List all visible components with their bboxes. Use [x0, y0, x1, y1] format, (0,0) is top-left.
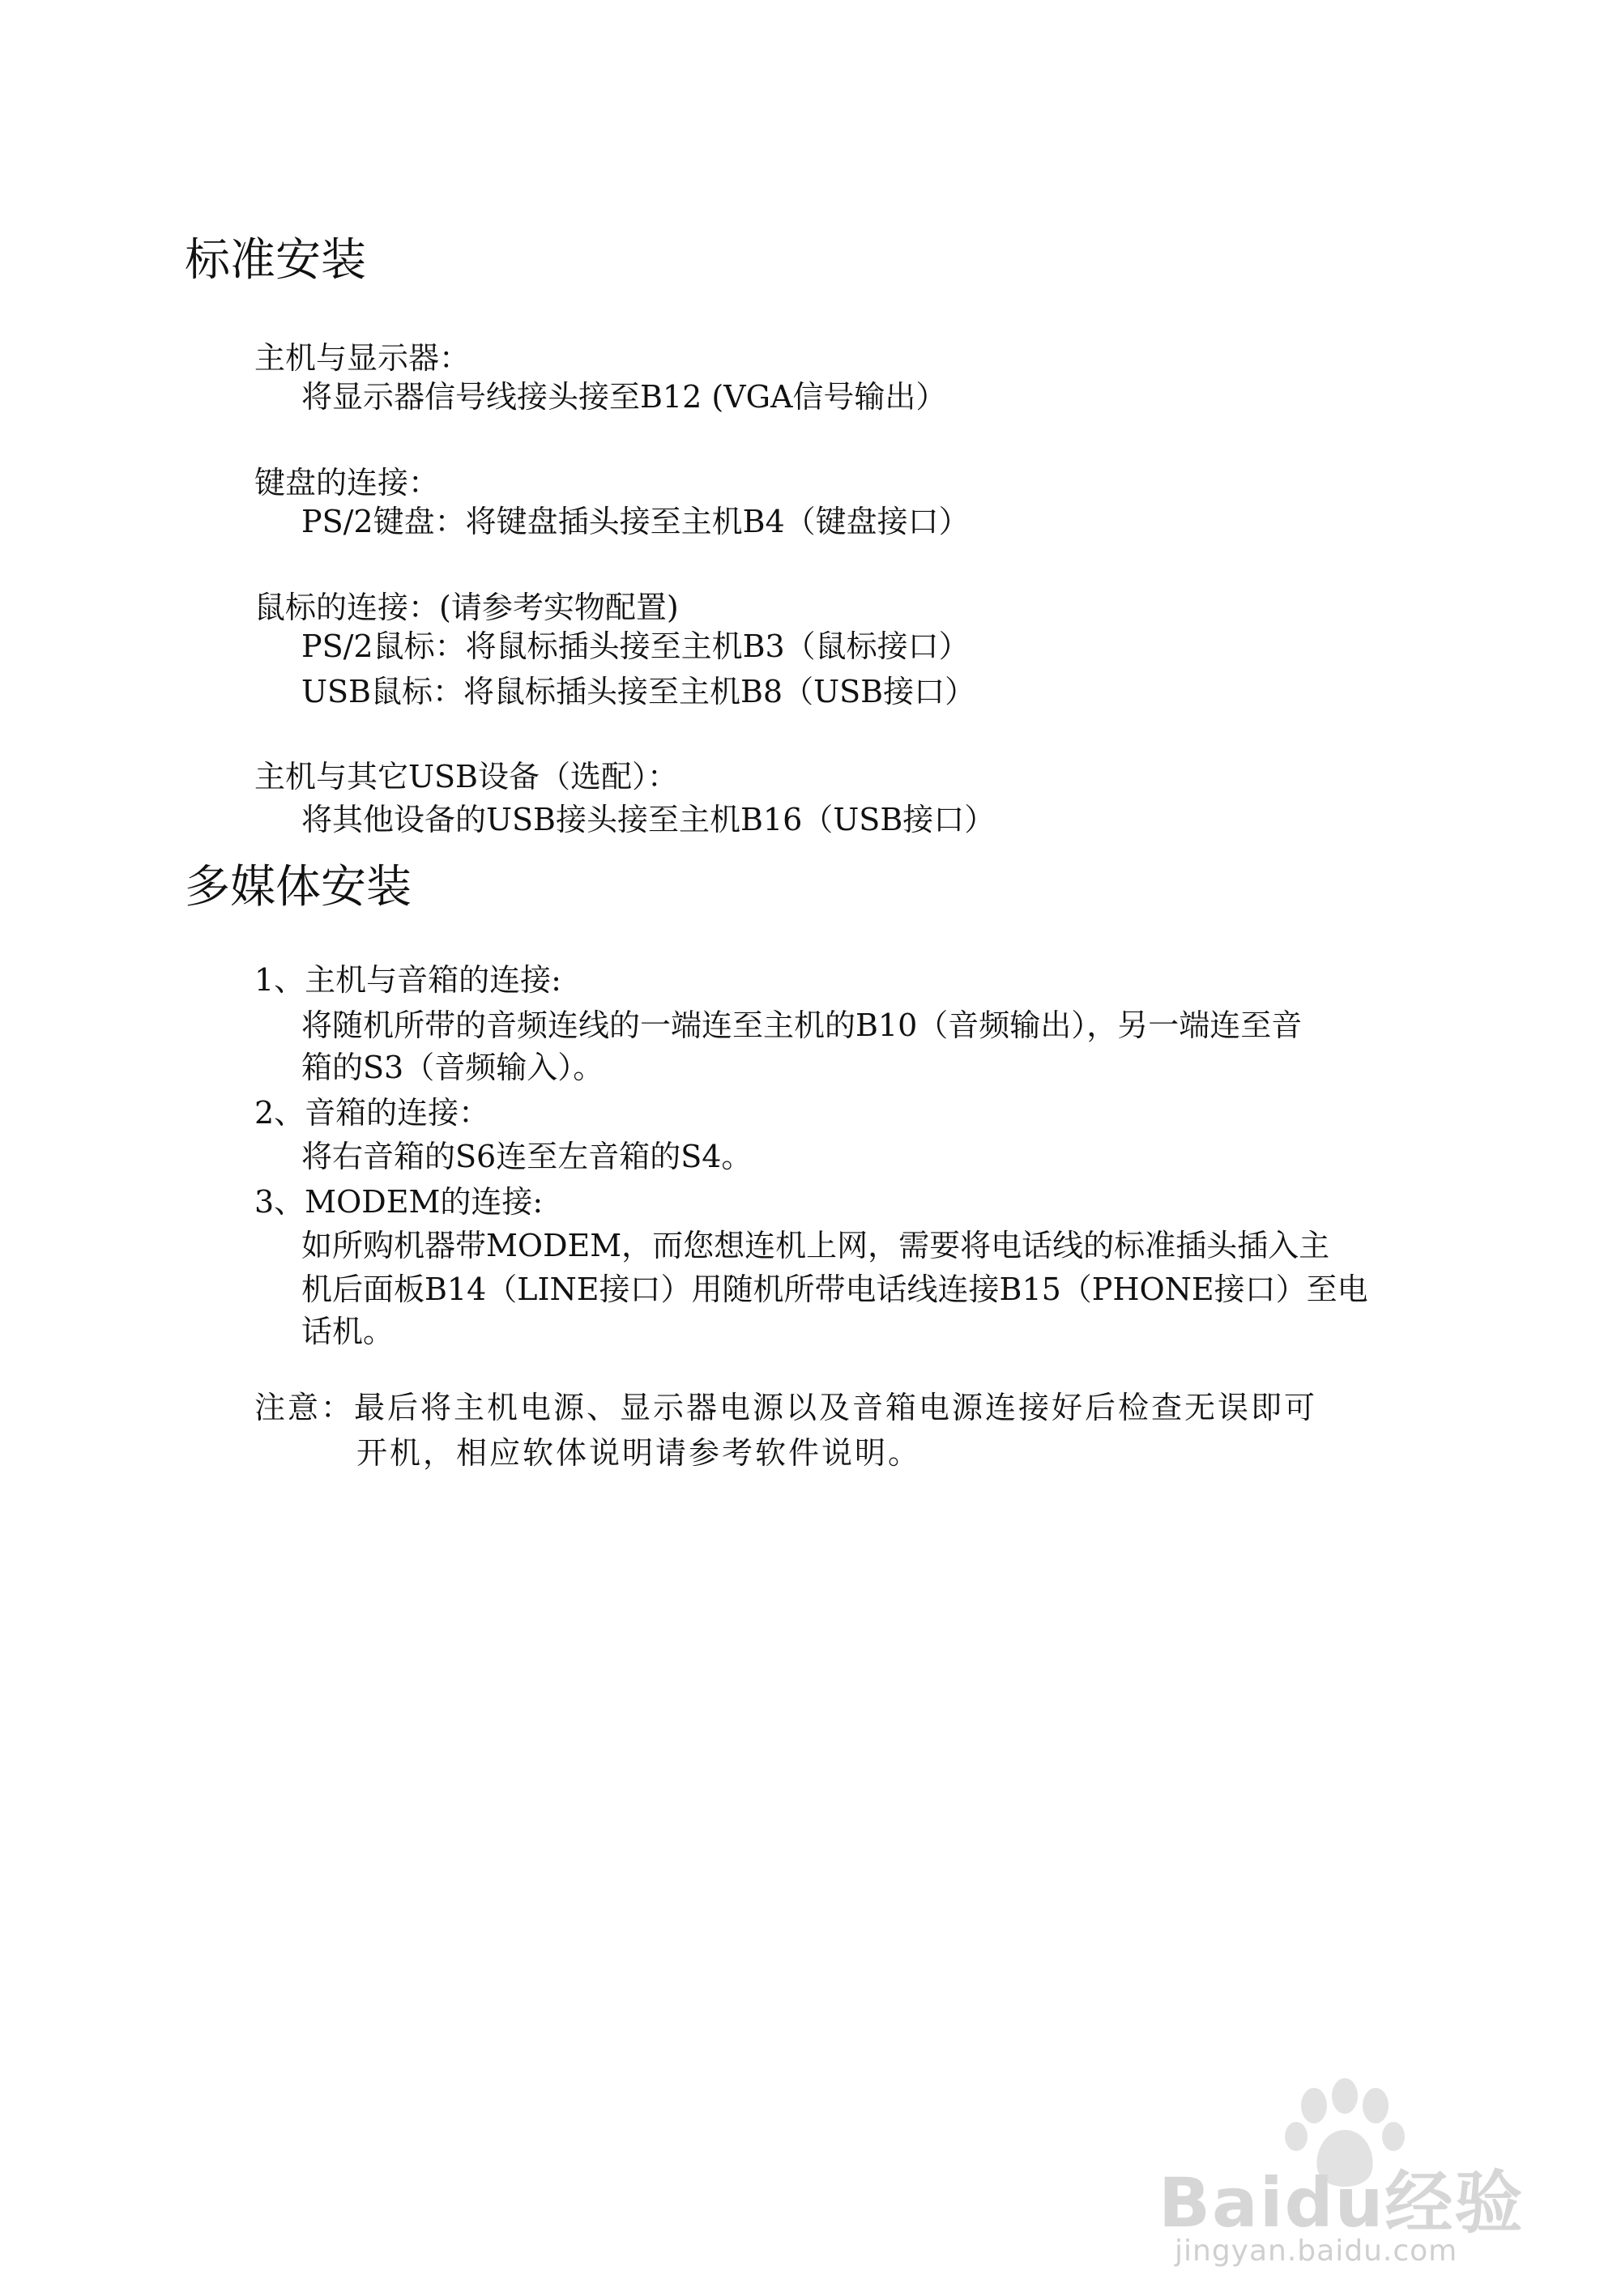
- mouse-ps2-instruction: PS/2鼠标：将鼠标插头接至主机B3（鼠标接口）: [301, 628, 970, 664]
- keyboard-label: 键盘的连接：: [254, 465, 440, 501]
- section-title-standard: 标准安装: [185, 234, 366, 287]
- note-line-1: 注意：最后将主机电源、显示器电源以及音箱电源连接好后检查无误即可: [254, 1390, 1318, 1425]
- mouse-usb-instruction: USB鼠标：将鼠标插头接至主机B8（USB接口）: [301, 674, 976, 709]
- watermark-url: jingyan.baidu.com: [1175, 2234, 1458, 2268]
- usb-device-label: 主机与其它USB设备（选配）：: [254, 759, 678, 794]
- mouse-label: 鼠标的连接：(请参考实物配置): [254, 590, 679, 625]
- modem-line-1: 如所购机器带MODEM，而您想连机上网，需要将电话线的标准插头插入主: [301, 1228, 1330, 1263]
- modem-label: 3、MODEM的连接:: [254, 1184, 544, 1220]
- note-line-2: 开机，相应软体说明请参考软件说明。: [356, 1435, 922, 1471]
- watermark-brand: Baidu经验: [1158, 2163, 1525, 2243]
- baidu-watermark: [1158, 2073, 1531, 2268]
- monitor-label: 主机与显示器：: [254, 340, 471, 376]
- monitor-instruction: 将显示器信号线接头接至B12 (VGA信号输出）: [301, 379, 947, 415]
- modem-line-2: 机后面板B14（LINE接口）用随机所带电话线连接B15（PHONE接口）至电: [301, 1272, 1368, 1307]
- speaker-connection-line-2: 箱的S3（音频输入）。: [301, 1050, 604, 1085]
- speaker-link-label: 2、音箱的连接：: [254, 1095, 490, 1131]
- speaker-link-line-1: 将右音箱的S6连至左音箱的S4。: [301, 1139, 753, 1174]
- keyboard-instruction: PS/2键盘：将键盘插头接至主机B4（键盘接口）: [301, 504, 970, 539]
- modem-line-3: 话机。: [301, 1314, 395, 1349]
- usb-device-instruction: 将其他设备的USB接头接至主机B16（USB接口）: [301, 802, 996, 837]
- speaker-connection-label: 1、主机与音箱的连接:: [254, 962, 561, 998]
- section-title-multimedia: 多媒体安装: [185, 861, 412, 914]
- speaker-connection-line-1: 将随机所带的音频连线的一端连至主机的B10（音频输出），另一端连至音: [301, 1007, 1303, 1043]
